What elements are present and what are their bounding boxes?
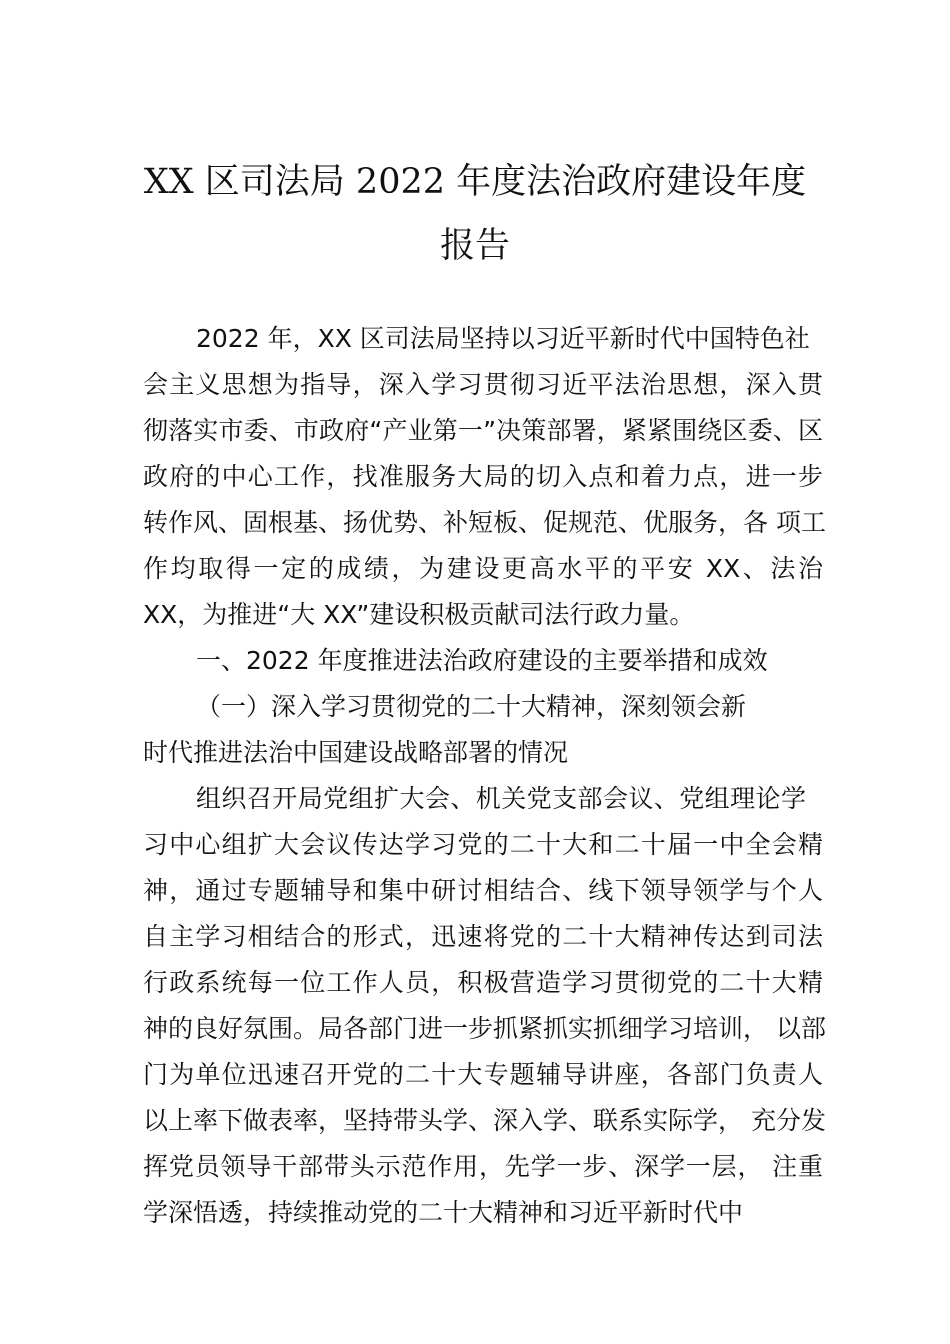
paragraph-2-line-5: 行政系统每一位工作人员，积极营造学习贯彻党的二十大精	[143, 968, 823, 997]
section-heading-1: 一、2022 年度推进法治政府建设的主要举措和成效	[196, 646, 768, 675]
paragraph-2-line-7: 门为单位迅速召开党的二十大专题辅导讲座，各部门负责人	[143, 1060, 823, 1089]
paragraph-2-line-3: 神，通过专题辅导和集中研讨相结合、线下领导领学与个人	[143, 876, 823, 905]
subsection-heading-1-line-1: （一）深入学习贯彻党的二十大精神，深刻领会新	[196, 692, 747, 721]
paragraph-1-line-1: 2022 年，XX 区司法局坚持以习近平新时代中国特色社	[196, 324, 810, 353]
paragraph-1-line-3: 彻落实市委、市政府“产业第一”决策部署，紧紧围绕区委、区	[143, 416, 823, 445]
paragraph-1-line-5: 转作风、固根基、扬优势、补短板、促规范、优服务，各 项工	[143, 508, 826, 537]
paragraph-1-line-2: 会主义思想为指导，深入学习贯彻习近平法治思想，深入贯	[143, 370, 823, 399]
paragraph-2-line-2: 习中心组扩大会议传达学习党的二十大和二十届一中全会精	[143, 830, 823, 859]
subsection-heading-1-line-2: 时代推进法治中国建设战略部署的情况	[143, 738, 569, 767]
paragraph-2-line-1: 组织召开局党组扩大会、机关党支部会议、党组理论学	[196, 784, 806, 813]
report-title-line-1: XX 区司法局 2022 年度法治政府建设年度	[143, 162, 807, 202]
paragraph-2-line-9: 挥党员领导干部带头示范作用，先学一步、深学一层， 注重	[143, 1152, 823, 1181]
paragraph-2-line-4: 自主学习相结合的形式，迅速将党的二十大精神传达到司法	[143, 922, 823, 951]
paragraph-2-line-6: 神的良好氛围。局各部门进一步抓紧抓实抓细学习培训， 以部	[143, 1014, 826, 1043]
paragraph-2-line-10: 学深悟透，持续推动党的二十大精神和习近平新时代中	[143, 1198, 744, 1227]
paragraph-2-line-8: 以上率下做表率，坚持带头学、深入学、联系实际学， 充分发	[143, 1106, 826, 1135]
paragraph-1-line-6: 作均取得一定的成绩，为建设更高水平的平安 XX、法治	[143, 554, 823, 583]
report-title-line-2: 报告	[439, 226, 510, 266]
paragraph-1-line-4: 政府的中心工作，找准服务大局的切入点和着力点，进一步	[143, 462, 823, 491]
paragraph-1-line-7: XX，为推进“大 XX”建设积极贡献司法行政力量。	[143, 600, 695, 629]
